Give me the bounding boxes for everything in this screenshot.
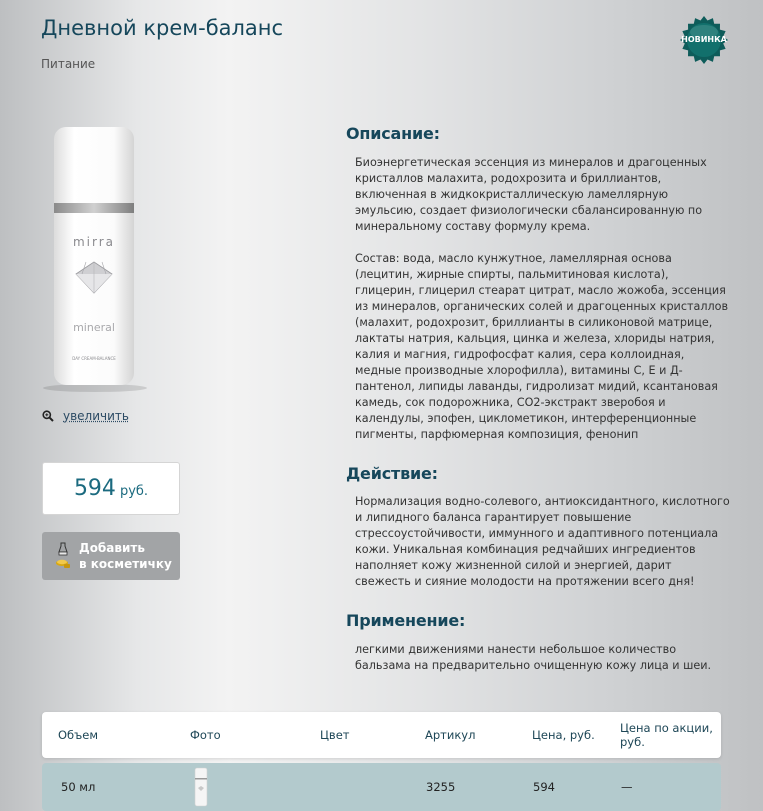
row-photo[interactable] (192, 763, 210, 811)
description-text: Биоэнергетическая эссенция из минералов и драгоценных кристаллов малахита, родохрозита и бриллиантов, включенная в жидкокристаллическую ламеллярную эмульсию, создает физиологически сбалансированную по минеральному составу формулу крема. (355, 156, 707, 233)
product-image-brand: mirra (72, 235, 116, 249)
product-image-line: mineral (73, 321, 115, 334)
product-image-caption: DAY CREAM-BALANCE (72, 356, 116, 361)
header-volume: Объем (58, 728, 99, 742)
variants-table (42, 712, 721, 811)
price-value: 594 (73, 476, 116, 501)
table-row[interactable] (42, 763, 721, 811)
action-text: Нормализация водно-солевого, антиоксидантного, кислотного и липидного баланса гарантирует повышение стрессоустойчивости, иммунного и адаптивного потенциала кожи. Уникальная комбинация редчайших ингредиентов наполняет кожу жизненной силой и энергией, дарит свежесть и сияние молодости на протяжении всего дня! (355, 495, 730, 588)
zoom-link[interactable]: увеличить (63, 409, 129, 423)
row-price: 594 (533, 780, 555, 794)
zoom-control[interactable] (42, 409, 129, 423)
new-badge-label: НОВИНКА (681, 35, 727, 44)
product-title: Дневной крем-баланс (41, 16, 284, 40)
header-promo-price: Цена по акции, руб. (620, 721, 713, 749)
row-article: 3255 (426, 780, 456, 794)
product-image[interactable] (42, 125, 148, 393)
usage-text: легкими движениями нанести небольшое количество бальзама на предварительно очищенную кожу лица и шеи. (355, 643, 712, 672)
description-heading: Описание: (346, 124, 440, 143)
add-to-cosmetic-bag-button[interactable] (42, 532, 180, 580)
price-box (42, 462, 180, 515)
usage-heading: Применение: (346, 611, 466, 630)
magnifier-icon[interactable] (42, 410, 54, 422)
cosmetic-bag-icon (55, 542, 71, 570)
table-header (42, 712, 721, 758)
product-category: Питание (41, 57, 96, 71)
header-photo: Фото (190, 728, 221, 742)
action-heading: Действие: (346, 464, 438, 483)
row-volume: 50 мл (61, 780, 96, 794)
price-currency: руб. (119, 484, 149, 499)
header-color: Цвет (320, 728, 350, 742)
row-photo-thumbnail[interactable] (192, 767, 210, 807)
new-badge (680, 16, 728, 64)
row-promo-price: — (621, 780, 633, 794)
header-price: Цена, руб. (532, 728, 595, 742)
add-button-label: Добавить в косметичку (79, 541, 172, 571)
header-article: Артикул (425, 728, 476, 742)
composition-text: Состав: вода, масло кунжутное, ламеллярная основа (лецитин, жирные спирты, пальмитиновая кислота), глицерин, глицерил стеарат цитрат, масло жожоба, эссенция из минералов, органических солей и драгоценных кристаллов (малахит, родохрозит, бриллианты в силиконовой матрице, лактаты натрия, кальция, цинка и железа, хлориды натрия, калия и магния, гидрофосфат калия, сера коллоидная, медные производные хлорофилла), витамины С, Е и Д-пантенол, липиды лаванды, гидролизат мидий, ксантановая камедь, сок подорожника, СО2-экстракт зверобоя и календулы, эпофен, циклометикон, интерференционные пигменты, парфюмерная композиция, фенонип (355, 252, 729, 441)
